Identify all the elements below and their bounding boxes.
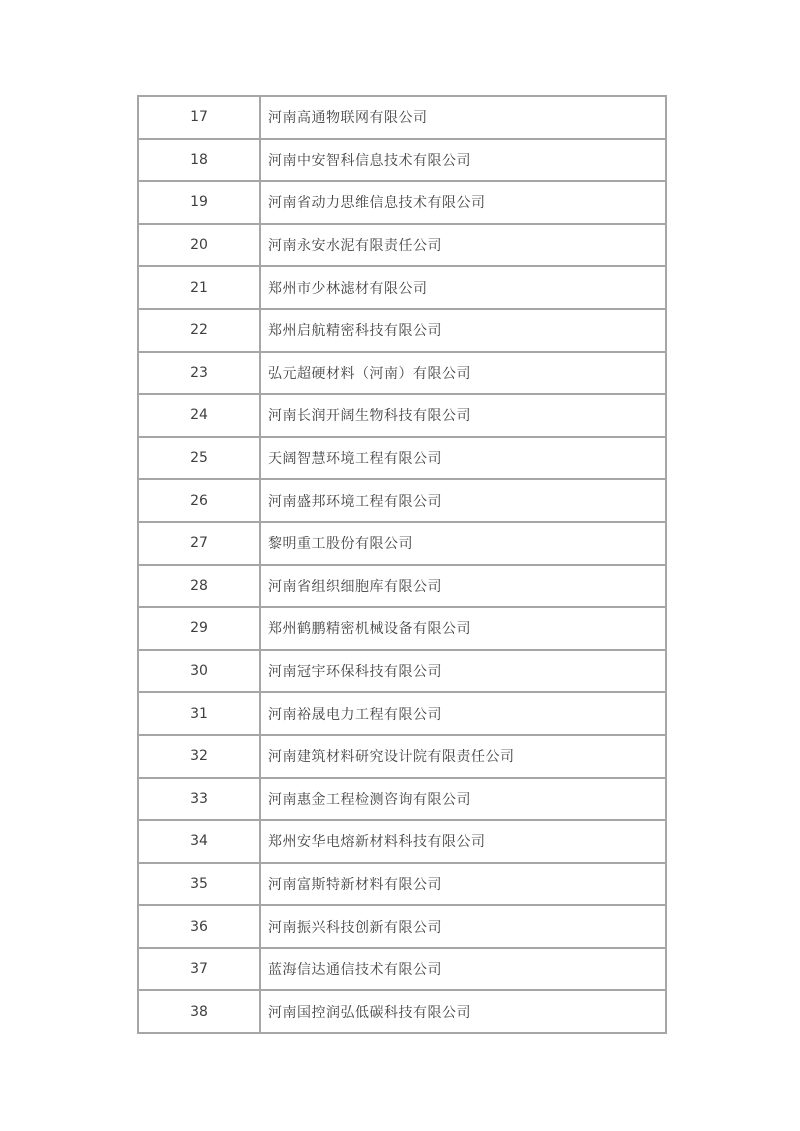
row-number: 17 (138, 96, 260, 139)
company-name: 河南永安水泥有限责任公司 (260, 224, 666, 267)
company-name: 天阔智慧环境工程有限公司 (260, 437, 666, 480)
company-name: 河南盛邦环境工程有限公司 (260, 479, 666, 522)
table-row (138, 96, 666, 139)
table-row (138, 990, 666, 1033)
row-number: 38 (138, 990, 260, 1033)
row-number: 21 (138, 266, 260, 309)
row-number: 34 (138, 820, 260, 863)
company-table (137, 95, 667, 1034)
row-number: 32 (138, 735, 260, 778)
row-number: 26 (138, 479, 260, 522)
row-number: 22 (138, 309, 260, 352)
table-row (138, 778, 666, 821)
company-name: 河南高通物联网有限公司 (260, 96, 666, 139)
company-name: 河南省动力思维信息技术有限公司 (260, 181, 666, 224)
table-row (138, 479, 666, 522)
company-name: 河南惠金工程检测咨询有限公司 (260, 778, 666, 821)
row-number: 27 (138, 522, 260, 565)
table-row (138, 352, 666, 395)
row-number: 19 (138, 181, 260, 224)
table-row (138, 948, 666, 991)
company-table-body (138, 96, 666, 1033)
row-number: 36 (138, 905, 260, 948)
company-name: 郑州市少林滤材有限公司 (260, 266, 666, 309)
row-number: 30 (138, 650, 260, 693)
company-name: 河南国控润弘低碳科技有限公司 (260, 990, 666, 1033)
row-number: 37 (138, 948, 260, 991)
row-number: 28 (138, 565, 260, 608)
company-name: 河南建筑材料研究设计院有限责任公司 (260, 735, 666, 778)
company-name: 黎明重工股份有限公司 (260, 522, 666, 565)
row-number: 24 (138, 394, 260, 437)
table-row (138, 565, 666, 608)
table-row (138, 607, 666, 650)
company-name: 河南冠宇环保科技有限公司 (260, 650, 666, 693)
company-name: 河南富斯特新材料有限公司 (260, 863, 666, 906)
table-row (138, 905, 666, 948)
row-number: 20 (138, 224, 260, 267)
row-number: 31 (138, 692, 260, 735)
table-row (138, 309, 666, 352)
row-number: 18 (138, 139, 260, 182)
company-name: 郑州启航精密科技有限公司 (260, 309, 666, 352)
table-row (138, 650, 666, 693)
table-row (138, 224, 666, 267)
table-row (138, 181, 666, 224)
row-number: 29 (138, 607, 260, 650)
company-name: 河南中安智科信息技术有限公司 (260, 139, 666, 182)
company-name: 弘元超硬材料（河南）有限公司 (260, 352, 666, 395)
table-row (138, 692, 666, 735)
company-name: 河南裕晟电力工程有限公司 (260, 692, 666, 735)
table-row (138, 522, 666, 565)
company-name: 蓝海信达通信技术有限公司 (260, 948, 666, 991)
row-number: 25 (138, 437, 260, 480)
table-row (138, 394, 666, 437)
row-number: 23 (138, 352, 260, 395)
table-row (138, 437, 666, 480)
table-row (138, 820, 666, 863)
table-row (138, 139, 666, 182)
company-name: 河南省组织细胞库有限公司 (260, 565, 666, 608)
table-row (138, 863, 666, 906)
company-name: 郑州安华电熔新材料科技有限公司 (260, 820, 666, 863)
row-number: 33 (138, 778, 260, 821)
company-name: 河南长润开阔生物科技有限公司 (260, 394, 666, 437)
row-number: 35 (138, 863, 260, 906)
table-row (138, 735, 666, 778)
company-name: 郑州鹤鹏精密机械设备有限公司 (260, 607, 666, 650)
company-name: 河南振兴科技创新有限公司 (260, 905, 666, 948)
table-row (138, 266, 666, 309)
